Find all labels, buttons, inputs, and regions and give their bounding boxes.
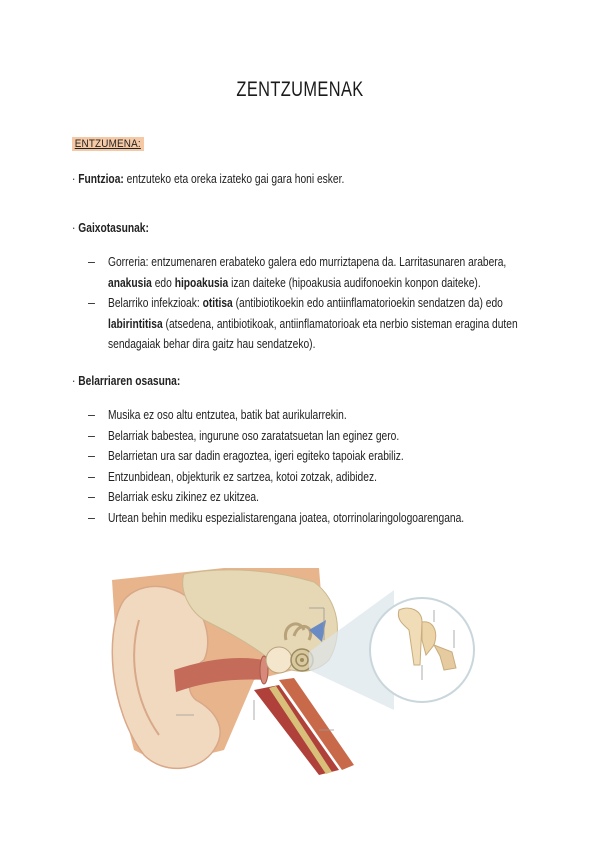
dash-marker: – [88, 408, 95, 422]
list-item-gorreria [88, 252, 600, 293]
gorreria-connector: edo [151, 275, 175, 290]
dash-marker: – [88, 490, 95, 504]
infekzioak-line1 [108, 293, 534, 314]
anakusia-term: anakusia [108, 275, 152, 290]
dash-marker: – [88, 469, 95, 484]
ear-anatomy-illustration [104, 560, 484, 780]
dash-marker: – [88, 510, 95, 525]
otitisa-term: otitisa [202, 296, 233, 310]
funtzioa-label: Funtzioa: [78, 172, 124, 186]
dash-marker: – [88, 449, 95, 463]
infekzioak-line3: sendagaiak behar dira gaitz hau sendatzeko). [108, 337, 316, 351]
gaixotasunak-heading [72, 221, 149, 235]
list-item [88, 405, 600, 426]
gorreria-line1: Gorreria: entzumenaren erabateko galera edo murriztapena da. Larritasunaren arabera, [108, 255, 507, 269]
osasuna-label: Belarriaren osasuna: [78, 374, 181, 388]
bullet-dot: · [72, 221, 79, 235]
gaixotasunak-label: Gaixotasunak: [78, 221, 149, 235]
osasuna-item-text: Urtean behin mediku espezialistarengana joatea, otorrinolaringologoarengana. [108, 510, 465, 525]
osasuna-heading [72, 374, 180, 388]
gorreria-rest: izan daiteke (hipoakusia audifonoekin konpon daiteke). [228, 275, 481, 290]
labirintitisa-text: (atsedena, antibiotikoak, antiinflamatorioak eta nerbio sisteman eragina duten [162, 316, 518, 331]
funtzioa-text: entzuteko eta oreka izateko gai gara honi esker. [123, 172, 345, 186]
section-heading-entzumena: ENTZUMENA: [72, 137, 144, 151]
list-item [88, 467, 600, 488]
list-item [88, 487, 600, 508]
osasuna-item-text: Entzunbidean, objekturik ez sartzea, kotoi zotzak, adibidez. [108, 469, 377, 484]
gorreria-line2 [108, 273, 534, 294]
funtzioa-line [72, 172, 344, 186]
osasuna-item-text: Musika ez oso altu entzutea, batik bat aurikularrekin. [108, 408, 347, 422]
dash-marker: – [88, 428, 95, 443]
page-title: ZENTZUMENAK [236, 78, 364, 101]
infekzioak-line2 [108, 314, 534, 335]
infekzioak-prefix: Belarriko infekzioak: [108, 296, 203, 310]
osasuna-item-text: Belarriak babestea, ingurune oso zaratatsuetan lan eginez gero. [108, 428, 400, 443]
bullet-dot: · [72, 374, 79, 388]
list-item [88, 426, 600, 447]
list-item-infekzioak [88, 293, 600, 355]
bullet-dot: · [72, 172, 79, 186]
osasuna-item-text: Belarriak esku zikinez ez ukitzea. [108, 490, 259, 504]
list-item [88, 508, 600, 529]
list-item [88, 446, 600, 467]
otitisa-text: (antibiotikoekin edo antiinflamatorioekin sendatzen da) edo [232, 296, 503, 310]
dash-marker: – [88, 296, 95, 310]
labirintitisa-term: labirintitisa [108, 316, 163, 331]
osasuna-item-text: Belarrietan ura sar dadin eragoztea, igeri egiteko tapoiak erabiliz. [108, 449, 404, 463]
dash-marker: – [88, 255, 95, 269]
osasuna-list [88, 405, 600, 528]
hipoakusia-term: hipoakusia [174, 275, 229, 290]
middle-ear [266, 647, 292, 673]
magnifier-circle [370, 598, 474, 702]
gaixotasunak-list [88, 252, 600, 355]
